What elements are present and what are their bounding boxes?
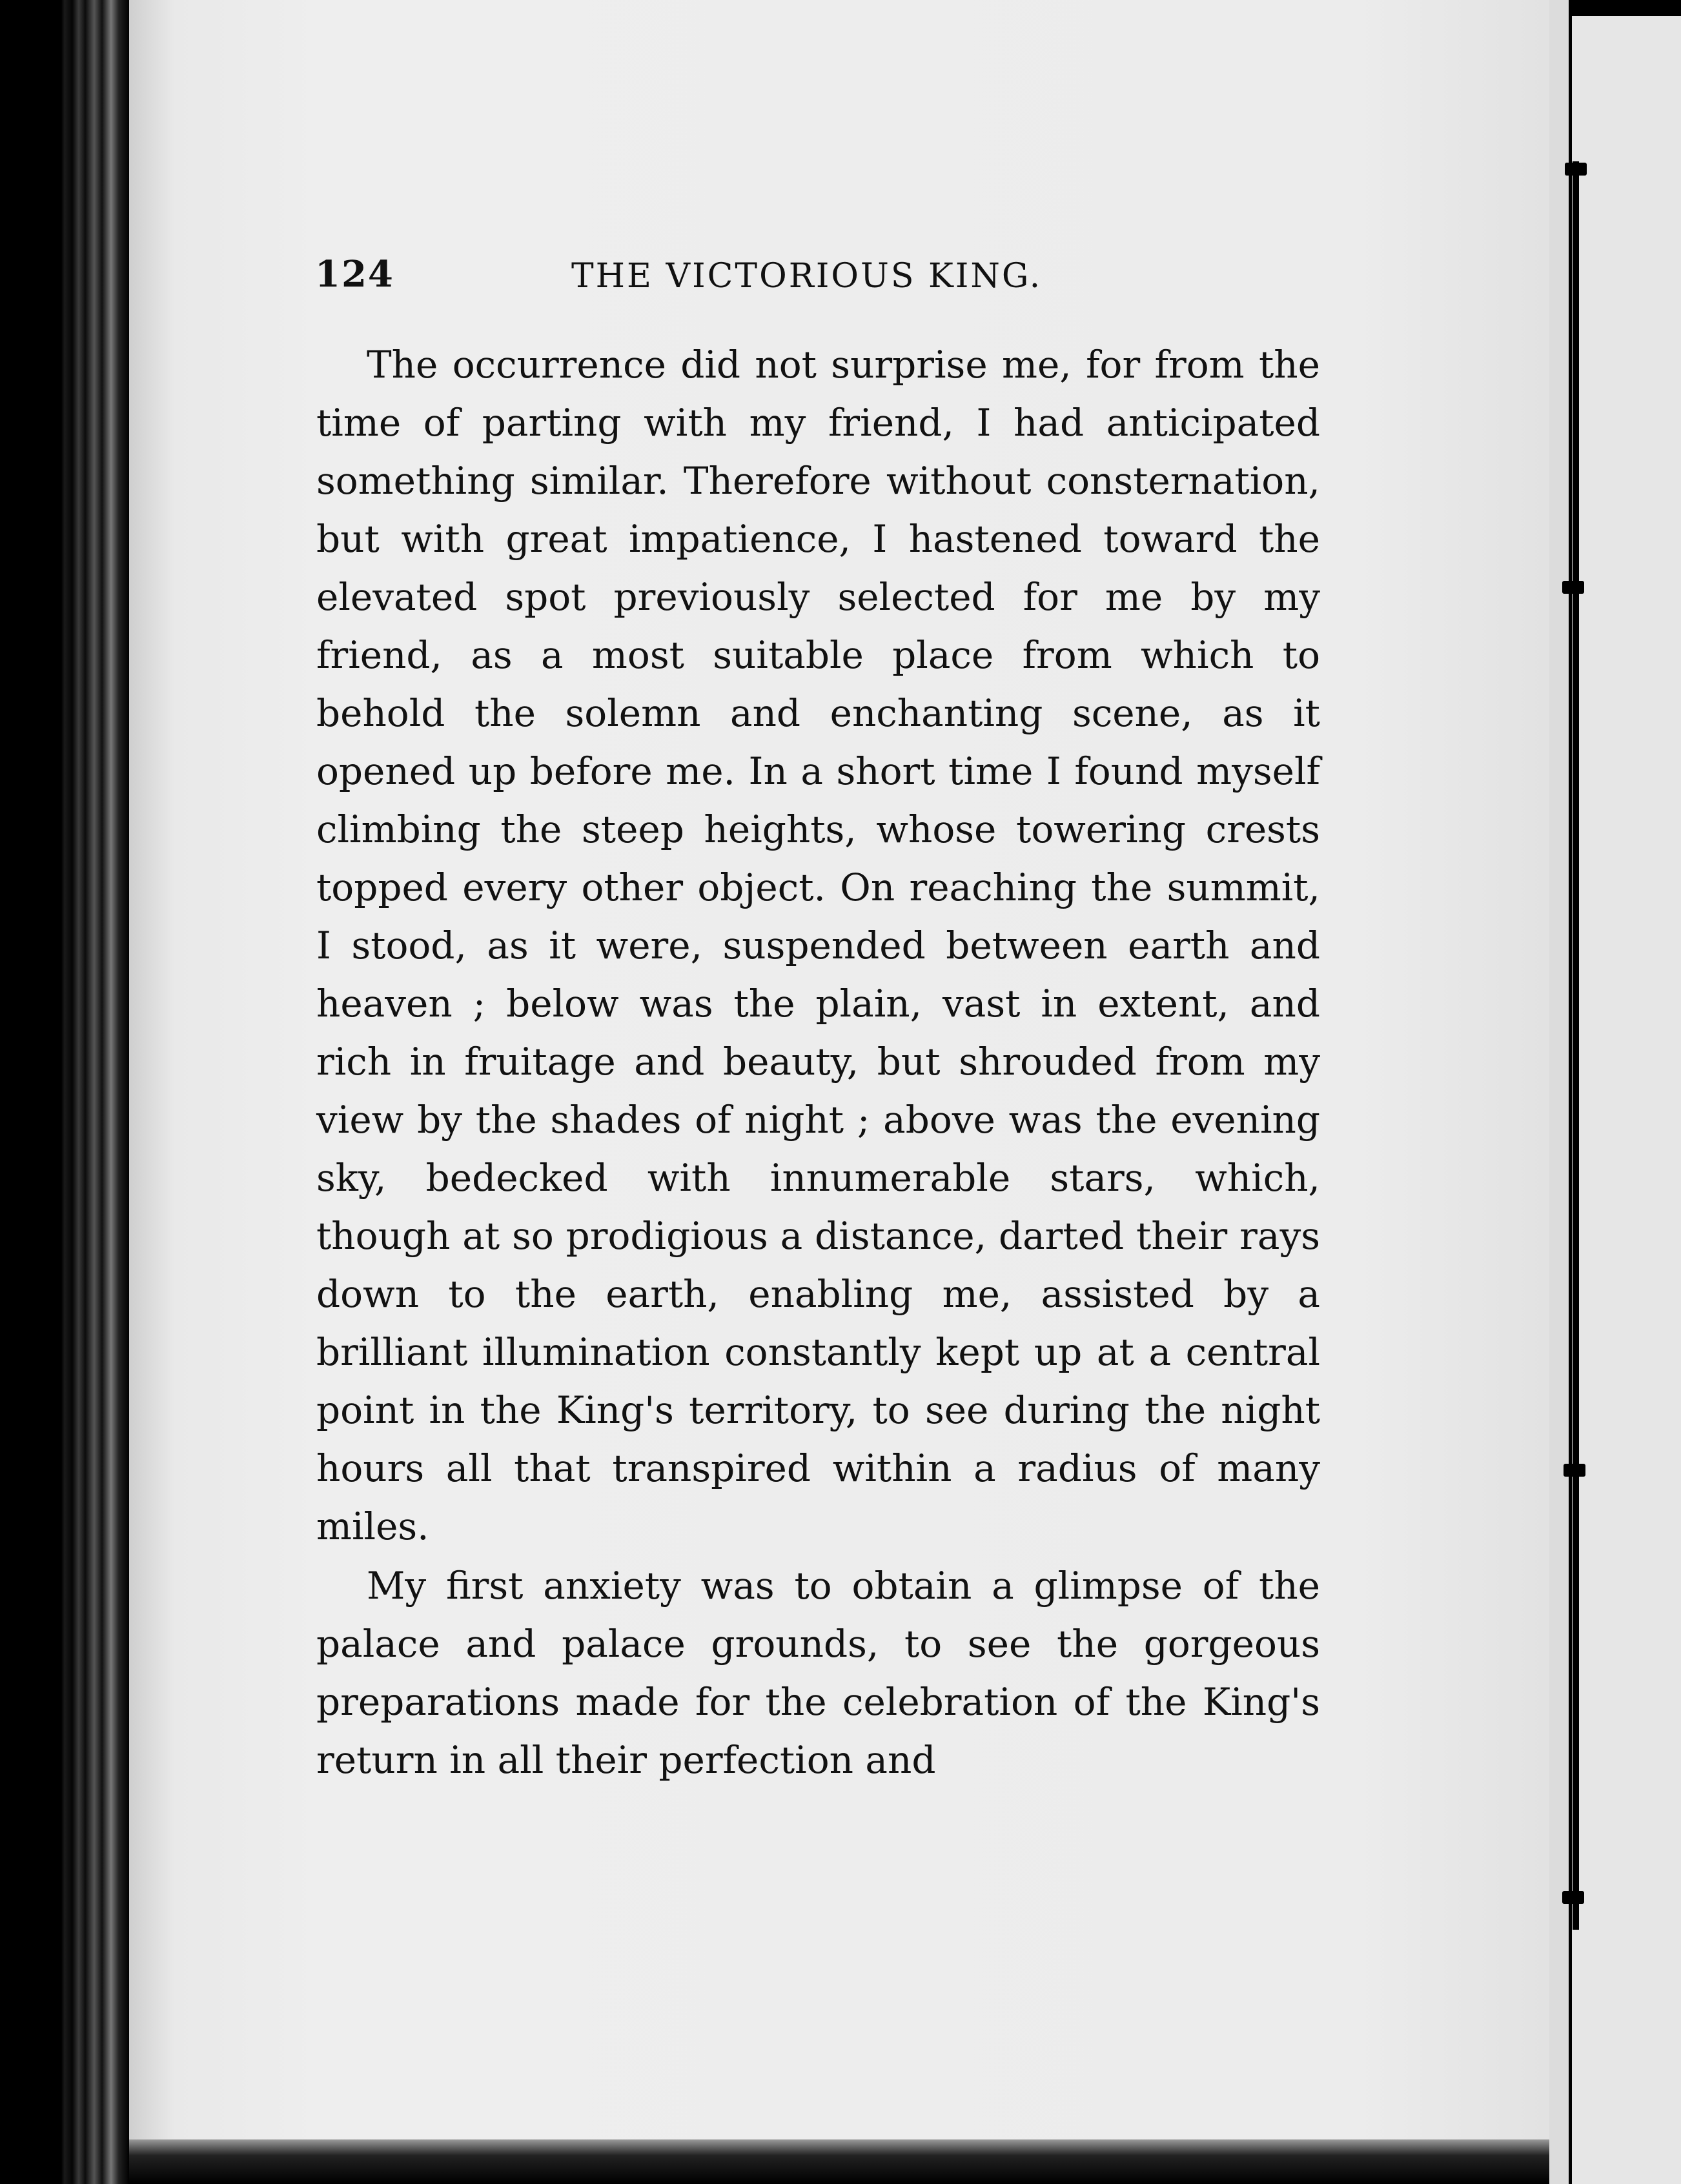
thread-knot [1562, 1891, 1584, 1904]
body-text [316, 336, 1320, 1789]
book-binding-edge [0, 0, 129, 2184]
running-head [315, 253, 1167, 298]
running-title: THE VICTORIOUS KING. [571, 257, 1043, 296]
thread-knot [1565, 163, 1587, 176]
thread-knot [1564, 1464, 1585, 1477]
page-bottom-shadow [129, 2139, 1549, 2184]
binding-thread [1573, 161, 1579, 1930]
adjacent-page-sliver [1572, 16, 1681, 2184]
page-gutter [1549, 0, 1569, 2184]
adjacent-page-edge [1549, 0, 1681, 2184]
thread-knot [1562, 581, 1584, 594]
paragraph: The occurrence did not surprise me, for from the time of parting with my friend, I had anticipated something similar. Therefore without consternation, but with great impatience, I hastened toward the elevated spot previously selected for me by my friend, as a most suitable place from which to behold the solemn and enchanting scene, as it opened up before me. In a short time I found myself climbing the steep heights, whose towering crests topped every other object. On reaching the summit, I stood, as it were, suspended between earth and heaven ; below was the plain, vast in extent, and rich in fruitage and beauty, but shrouded from my view by the shades of night ; above was the evening sky, bedecked with innumerable stars, which, though at so prodigious a distance, darted their rays down to the earth, enabling me, assisted by a brilliant illumination constantly kept up at a central point in the King's territory, to see during the night hours all that transpired within a radius of many miles. [316, 343, 1320, 1548]
page-number: 124 [315, 253, 394, 296]
paragraph: My first anxiety was to obtain a glimpse of the palace and palace grounds, to see the gorgeous preparations made for the celebration of the King's return in all their perfection and [316, 1564, 1320, 1782]
